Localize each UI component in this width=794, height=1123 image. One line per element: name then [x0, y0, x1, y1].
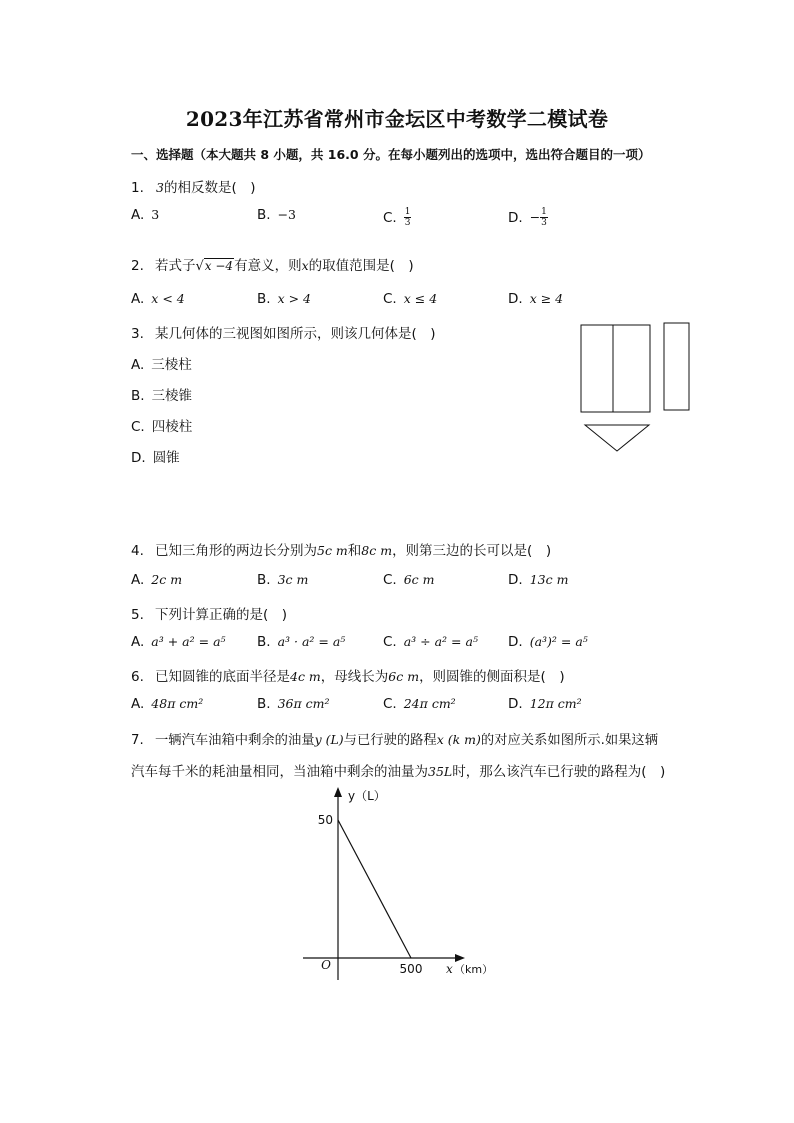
question-text: 的相反数是( ) — [163, 180, 256, 196]
option-a[interactable] — [131, 291, 185, 307]
option-value: a³ ÷ a² = a⁵ — [403, 634, 478, 649]
question-3 — [131, 322, 436, 342]
question-text: ，则圆锥的侧面积是( ) — [419, 669, 565, 685]
option-value: 13c m — [529, 572, 569, 587]
option-a[interactable] — [131, 696, 203, 712]
option-label: C. — [383, 209, 397, 226]
option-label: A. — [131, 696, 145, 712]
option-label: D. — [508, 209, 523, 226]
question-text: ，母线长为 — [320, 669, 389, 685]
option-b[interactable] — [257, 207, 296, 223]
option-value: x ≤ 4 — [403, 291, 438, 306]
option-value: (a³)² = a⁵ — [529, 634, 588, 649]
option-label: C. — [383, 291, 397, 307]
option-value: 圆锥 — [152, 450, 180, 466]
option-value: 24π cm² — [403, 696, 456, 711]
option-b[interactable] — [131, 384, 192, 404]
question-6 — [131, 665, 565, 685]
option-value: x ≥ 4 — [529, 291, 564, 306]
option-value: 3 — [151, 207, 160, 222]
option-c[interactable] — [383, 634, 478, 650]
question-text: 一辆汽车油箱中剩余的油量 — [155, 733, 315, 748]
option-c[interactable] — [383, 696, 456, 712]
fraction — [404, 207, 412, 228]
option-label: B. — [257, 291, 271, 307]
option-b[interactable] — [257, 696, 330, 712]
option-value: 6c m — [403, 572, 435, 587]
option-a[interactable] — [131, 634, 226, 650]
option-label: C. — [131, 419, 145, 435]
question-number: 6. — [131, 669, 144, 685]
question-number: 4. — [131, 543, 144, 559]
question-text: 已知三角形的两边长分别为 — [155, 543, 317, 559]
numerator: 1 — [541, 207, 547, 217]
math-value: 6c m — [388, 669, 420, 684]
x-axis-arrow — [455, 954, 465, 962]
option-c[interactable] — [131, 415, 192, 435]
option-d[interactable] — [508, 696, 582, 712]
option-d[interactable] — [508, 634, 588, 650]
option-label: A. — [131, 291, 145, 307]
question-number: 5. — [131, 607, 144, 623]
math-value: 5c m — [317, 543, 348, 558]
question-text: 某几何体的三视图如图所示，则该几何体是( ) — [155, 326, 436, 342]
option-label: D. — [508, 572, 523, 588]
question-text: 和 — [347, 543, 362, 559]
top-view-triangle — [585, 425, 649, 451]
option-label: A. — [131, 572, 145, 588]
option-value: 三棱柱 — [151, 357, 192, 373]
option-b[interactable] — [257, 291, 311, 307]
radicand: x −4 — [204, 259, 234, 273]
option-value: x > 4 — [277, 291, 311, 306]
option-label: A. — [131, 634, 145, 650]
question-4 — [131, 539, 551, 559]
option-a[interactable] — [131, 207, 159, 223]
front-view — [581, 325, 650, 412]
option-label: A. — [131, 357, 145, 373]
option-c[interactable] — [383, 572, 435, 588]
option-label: D. — [131, 450, 146, 466]
option-label: B. — [131, 388, 145, 404]
option-value: x < 4 — [151, 291, 185, 306]
option-a[interactable] — [131, 572, 182, 588]
math-value: 8c m — [361, 543, 393, 558]
option-b[interactable] — [257, 572, 308, 588]
x-axis-label-unit: （km） — [454, 963, 494, 976]
question-1 — [131, 176, 256, 196]
option-label: B. — [257, 207, 271, 223]
question-text: ，则第三边的长可以是( ) — [392, 543, 552, 559]
math-var: 3 — [156, 180, 164, 195]
question-5 — [131, 603, 287, 623]
sqrt-expression: √x −4 — [195, 259, 234, 274]
option-value: 3c m — [277, 572, 309, 587]
option-c[interactable] — [383, 207, 411, 228]
option-value: −3 — [277, 207, 296, 222]
option-label: D. — [508, 291, 523, 307]
option-value: a³ + a² = a⁵ — [151, 634, 226, 649]
sign: − — [529, 209, 541, 225]
numerator: 1 — [404, 207, 411, 217]
option-label: B. — [257, 572, 271, 588]
question-text: 下列计算正确的是( ) — [155, 607, 288, 623]
denominator: 3 — [404, 218, 411, 228]
question-number: 2. — [131, 258, 144, 274]
question-number: 1. — [131, 180, 144, 196]
option-value: 48π cm² — [151, 696, 204, 711]
three-views-figure — [575, 318, 700, 458]
option-label: C. — [383, 634, 397, 650]
option-label: B. — [257, 696, 271, 712]
y-tick-label: 50 — [317, 813, 333, 827]
page-title: 2023年江苏省常州市金坛区中考数学二模试卷 — [185, 107, 609, 131]
question-text: 若式子 — [155, 258, 196, 274]
option-d[interactable] — [508, 291, 563, 307]
math-value: 4c m — [290, 669, 321, 684]
question-7-line-2 — [131, 760, 665, 780]
option-value: 2c m — [151, 572, 183, 587]
y-axis-label: y（L） — [348, 789, 386, 803]
option-value: a³ · a² = a⁵ — [277, 634, 346, 649]
question-number: 3. — [131, 326, 144, 342]
option-label: C. — [383, 572, 397, 588]
x-tick-label: 500 — [399, 962, 423, 976]
option-label: D. — [508, 634, 523, 650]
math-var: x — [301, 258, 309, 273]
section-heading: 一、选择题（本大题共 8 小题，共 16.0 分。在每小题列出的选项中，选出符合题目的一项） — [131, 147, 651, 162]
option-value: 四棱柱 — [151, 419, 193, 435]
option-label: C. — [383, 696, 397, 712]
y-axis-arrow — [334, 787, 342, 797]
series-line — [338, 820, 411, 958]
question-text: 与已行驶的路程 — [343, 733, 437, 748]
option-label: B. — [257, 634, 271, 650]
option-d[interactable] — [508, 572, 568, 588]
question-7 — [131, 729, 658, 748]
option-b[interactable] — [257, 634, 345, 650]
math-value: x (k m) — [436, 732, 481, 747]
x-axis-label-var: x — [446, 962, 453, 976]
option-label: D. — [508, 696, 523, 712]
option-d[interactable] — [131, 446, 180, 466]
fuel-distance-chart — [295, 780, 515, 990]
denominator: 3 — [541, 218, 547, 228]
question-text: 有意义，则 — [234, 258, 302, 274]
option-c[interactable] — [383, 291, 437, 307]
fraction — [540, 207, 548, 228]
question-text: 汽车每千米的耗油量相同，当油箱中剩余的油量为 — [131, 764, 428, 780]
origin-label: O — [321, 958, 331, 972]
question-number: 7. — [131, 733, 144, 748]
question-text: 已知圆锥的底面半径是 — [155, 669, 290, 685]
math-value: 35L — [428, 764, 453, 779]
question-2 — [131, 254, 414, 274]
option-value: 12π cm² — [529, 696, 582, 711]
question-text: 的取值范围是( ) — [308, 258, 414, 274]
math-value: y (L) — [314, 732, 344, 747]
option-label: A. — [131, 207, 145, 223]
option-value: 36π cm² — [277, 696, 330, 711]
option-a[interactable] — [131, 353, 192, 373]
option-d[interactable] — [508, 207, 548, 228]
question-text: 的对应关系如图所示.如果这辆 — [480, 733, 659, 748]
option-value: 三棱锥 — [151, 388, 193, 404]
side-view — [664, 323, 689, 410]
question-text: 时，那么该汽车已行驶的路程为( ) — [452, 764, 666, 780]
